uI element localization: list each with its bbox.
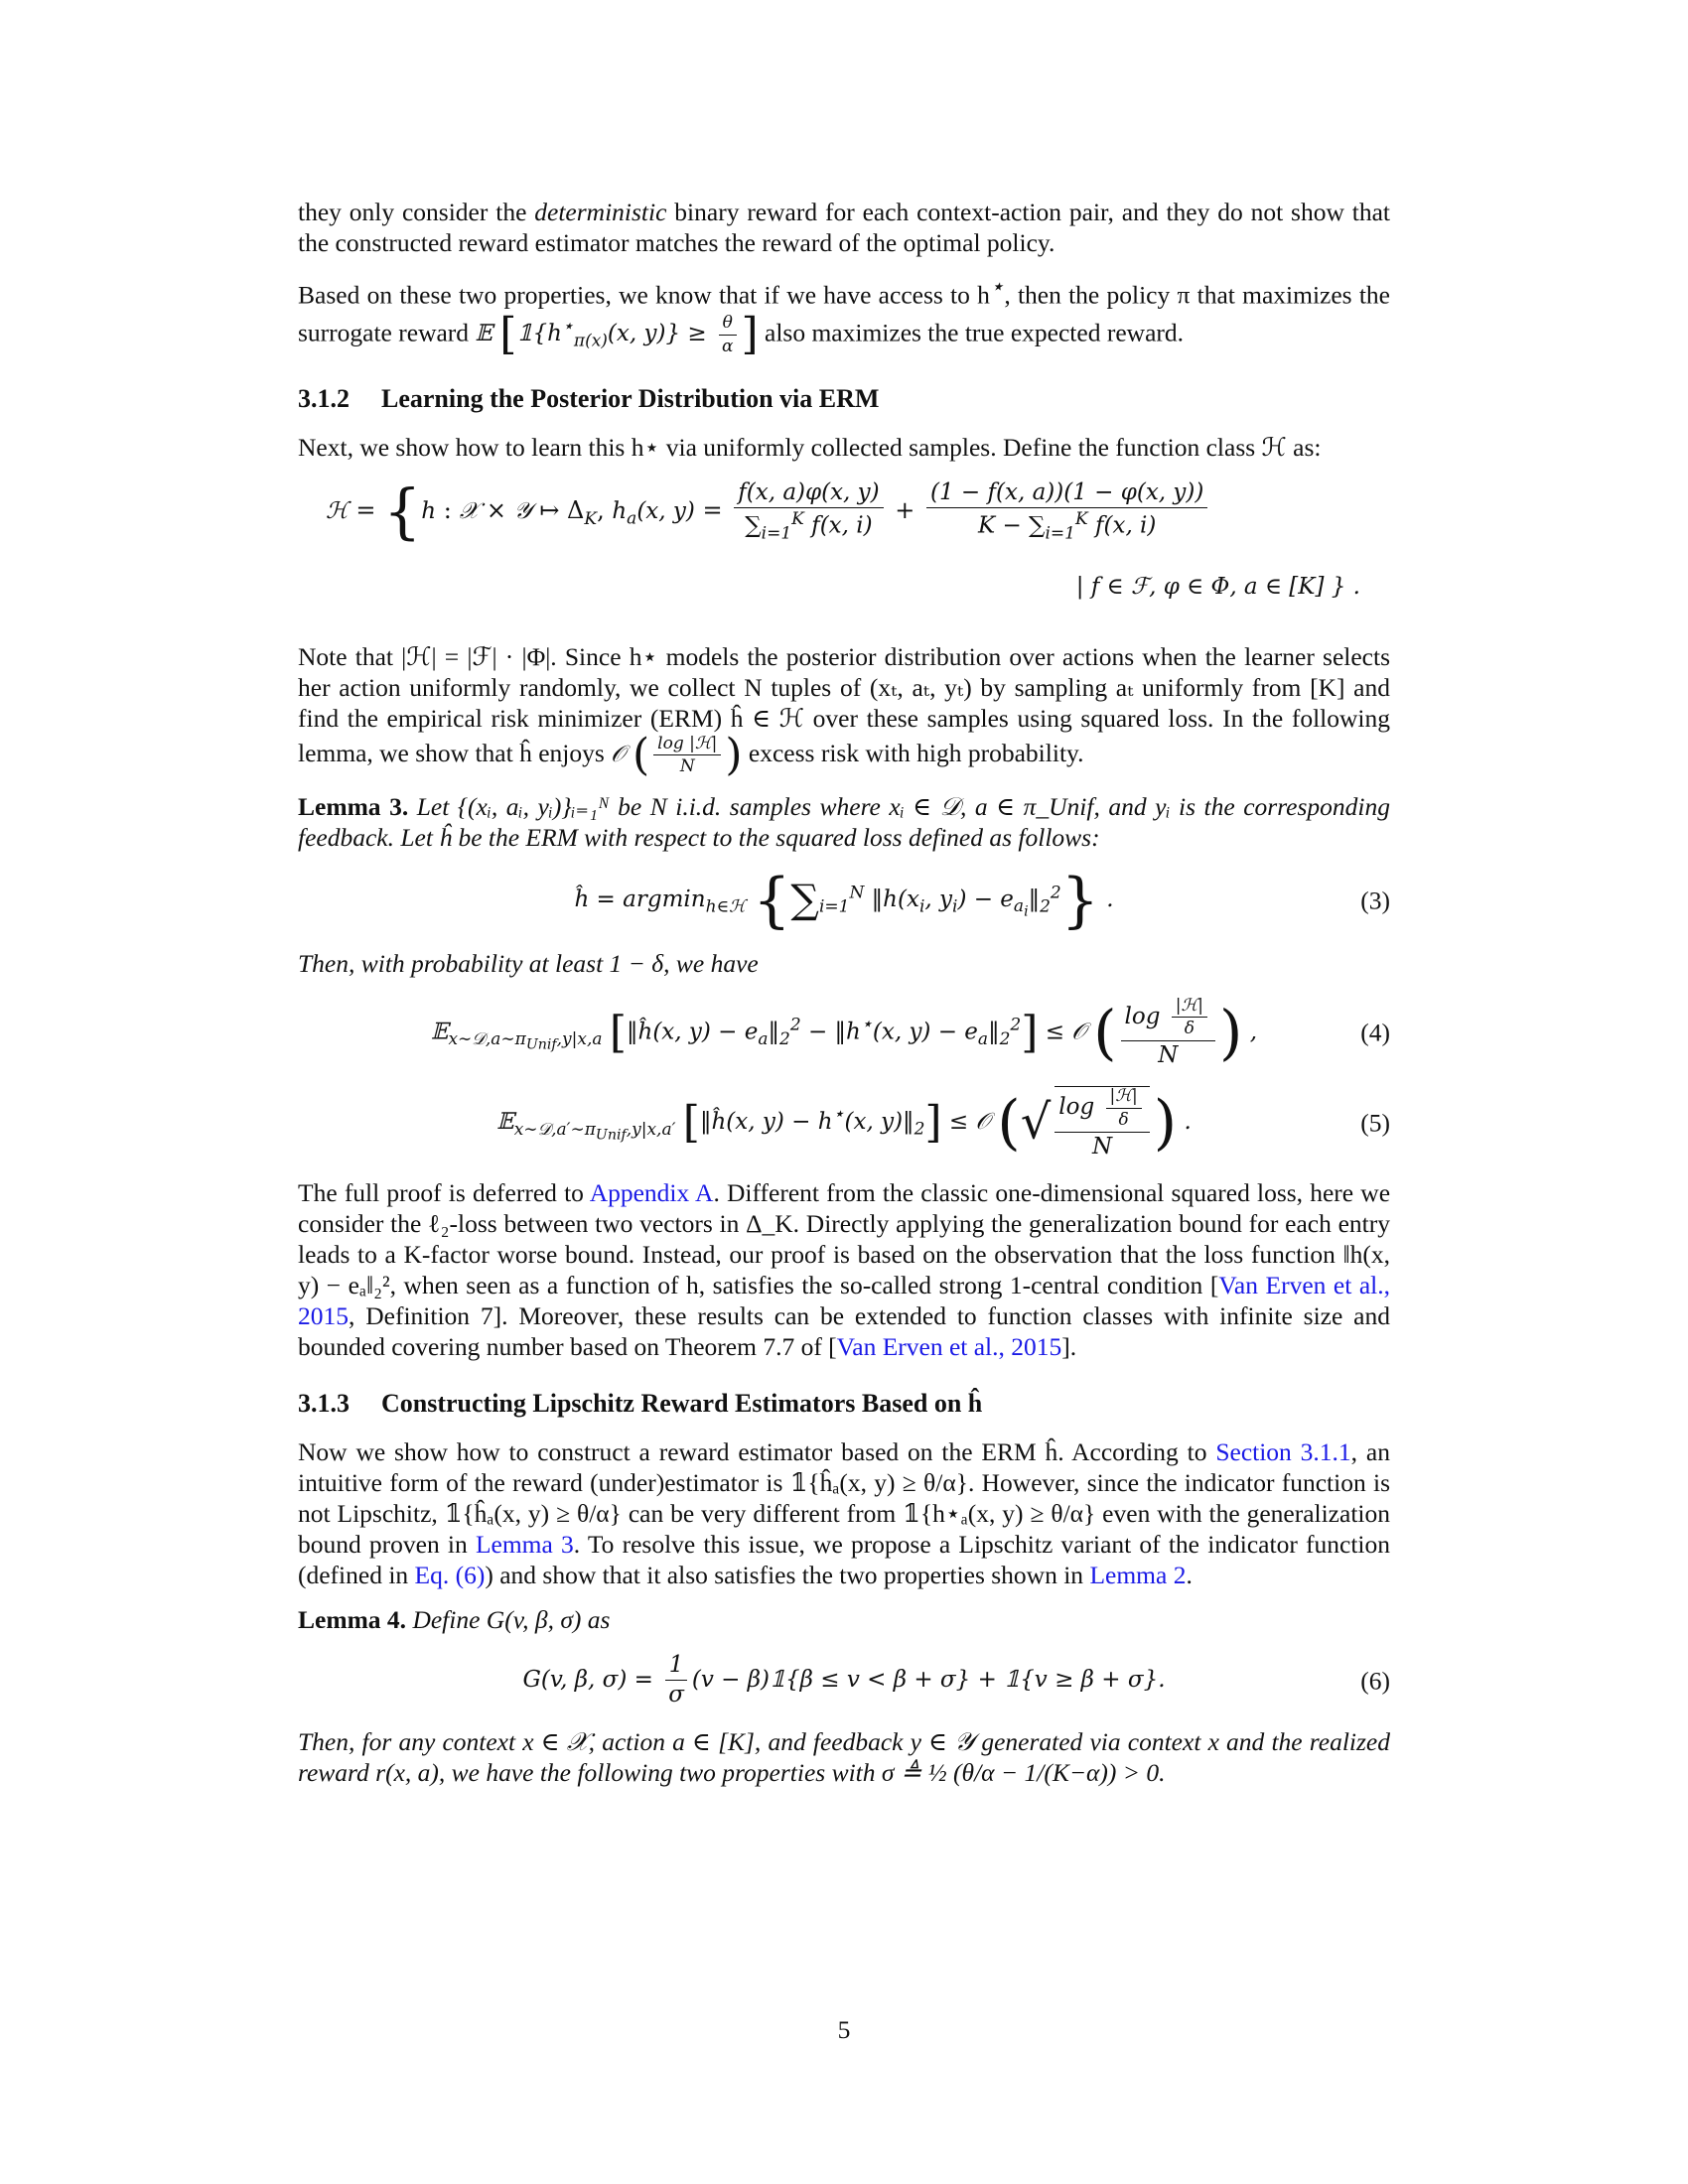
excess-risk-rate: 𝒪 ( $\frac{\text{log |ℋ|}}{N}$ ) <box>611 729 743 780</box>
intro-paragraph <box>298 197 1390 258</box>
lemma-4-label: Lemma 4. <box>298 1605 407 1635</box>
function-class-line-2: | f ∈ ℱ, φ ∈ Φ, a ∈ [K] } . <box>1075 573 1360 600</box>
based-text-a: Based on these two properties, we know that if we have access to h <box>298 280 990 310</box>
based-text-c: also maximizes the true expected reward. <box>765 318 1184 347</box>
intro-text-b: binary reward for each context-action pair, and they do not show that the constructed reward estimator matches the reward of the optimal policy. <box>298 198 1390 257</box>
lemma-4-statement: Define G(v, β, σ) as <box>412 1605 611 1635</box>
lemma-3-link[interactable]: Lemma 3 <box>475 1530 574 1560</box>
note-paragraph <box>298 641 1390 780</box>
lemma-3-statement: Let {(xᵢ, aᵢ, yᵢ)}ᵢ₌₁ᴺ be N i.i.d. samples where xᵢ ∈ 𝒟, a ∈ π_Unif, and yᵢ is the corresponding feedback. Let ĥ be the ERM with respect to the squared loss defined as follows: <box>298 791 1391 852</box>
surrogate-reward-formula: 𝔼 [$𝟙\{h^⋆_{\pi(x)}(x$, y)} ≥ $\frac{\theta}{\alpha}$ ] <box>475 309 759 360</box>
section-3-1-2-heading <box>298 383 1390 414</box>
full-proof-text-a: The full proof is deferred to <box>298 1178 590 1208</box>
section-title: Constructing Lipschitz Reward Estimators Based on ĥ <box>381 1389 983 1419</box>
intro-emphasis: deterministic <box>534 198 667 226</box>
equation-4: 𝔼$_{x\sim 𝒟,a\sim\pi_{Unif},y|x,a}$ [‖ĥ(x, $y) - e_a‖_2^2$ − ‖h⋆(x, $y) - e_a‖_2^2$] ≤ 𝒪 ( log $\frac{\text{|ℋ|}}{\delta}$ N ) , (4) <box>430 995 1390 1069</box>
full-proof-text-b: . Different from the classic one-dimensional squared loss, here we consider the ℓ₂-loss between two vectors in Δ_K. Directly applying the generalization bound for each entry leads to a K-factor worse bound. Instead, our proof is based on the observation that the loss function ‖h(x, y) − eₐ‖₂², when seen as a function of h, satisfies the so-called strong 1-central condition [ <box>298 1178 1391 1300</box>
eq-6-link[interactable]: Eq. (6) <box>414 1561 486 1590</box>
section-3-1-1-link[interactable]: Section 3.1.1 <box>1215 1437 1351 1467</box>
full-proof-paragraph <box>298 1177 1390 1362</box>
section-number: 3.1.3 <box>298 1389 350 1419</box>
function-class-line-1: ℋ = {h : 𝒳 × 𝒴 ↦ $\Delta_K$, $h_a(x$, y) = $\frac{f(x, a)\varphi(x, y)}{\sum_{i=1}^K f(x, i)}$ + $\frac{(1 - f(x, a))(1 - \varphi(x, y))}{K - \sum_{i=1}^K f(x, i)}$ <box>326 480 1211 543</box>
lemma-4 <box>298 1604 1390 1635</box>
based-paragraph: Based on these two properties, we know that if we have access to h⋆, then the policy π that maximizes the surrogate reward 𝔼 [$𝟙\{h^⋆_{\pi(x)}(x$, y)} ≥ $\frac{\theta}{\alpha}$ ] also maximizes the true expected reward. <box>298 274 1390 360</box>
section-3-1-3-heading <box>298 1388 1390 1419</box>
next-paragraph: Next, we show how to learn this h⋆ via uniformly collected samples. Define the function class ℋ as: <box>298 432 1322 462</box>
now-text-e: . <box>1186 1561 1193 1590</box>
van-erven-citation-link-2[interactable]: Van Erven et al., 2015 <box>836 1332 1062 1362</box>
note-tail: excess risk with high probability. <box>748 738 1084 767</box>
equation-4-number: (4) <box>1360 1018 1390 1047</box>
section-title: Learning the Posterior Distribution via ERM <box>381 383 880 413</box>
equation-3-number: (3) <box>1360 886 1390 915</box>
equation-5-number: (5) <box>1360 1108 1390 1138</box>
now-text-d: ) and show that it also satisfies the two properties shown in <box>485 1561 1090 1590</box>
paper-page <box>298 197 1390 1802</box>
van-erven-citation-link[interactable]: Van Erven et al., 2015 <box>298 1271 1390 1331</box>
equation-6-number: (6) <box>1360 1666 1390 1696</box>
lemma-3-label: Lemma 3. <box>298 791 409 821</box>
based-text-b: , then the policy π that maximizes the surrogate reward <box>298 280 1390 347</box>
full-proof-text-c: , Definition 7]. Moreover, these results can be extended to function classes with infinite size and bounded covering number based on Theorem 7.7 of [ <box>298 1301 1390 1362</box>
note-text: Note that |ℋ| = |ℱ| · |Φ|. Since h⋆ models the posterior distribution over actions when the learner selects her action uniformly randomly, we collect N tuples of (xₜ, aₜ, yₜ) by sampling aₜ uniformly from [K] and find the empirical risk minimizer (ERM) ĥ ∈ ℋ over these samples using squared loss. In the following lemma, we show that ĥ enjoys <box>298 641 1390 767</box>
then-statement: Then, with probability at least 1 − δ, we have <box>298 948 759 978</box>
lemma-2-link[interactable]: Lemma 2 <box>1089 1561 1187 1590</box>
intro-text-a: they only consider the <box>298 198 535 226</box>
now-text-b: , an intuitive form of the reward (under)estimator is 𝟙{ĥₐ(x, y) ≥ θ/α}. However, since the indicator function is not Lipschitz, 𝟙{ĥₐ(x, y) ≥ θ/α} can be very different from 𝟙{h⋆ₐ(x, y) ≥ θ/α} even with the generalization bound proven in <box>298 1437 1390 1560</box>
equation-5: 𝔼$_{x\sim 𝒟,a'\sim\pi_{Unif},y|x,a'}$ [‖ĥ(x, y) − h⋆(x, $y)‖_2$] ≤ 𝒪 (√ log $\frac{\text{|ℋ|}}{\delta}$ N ) . (5) <box>496 1086 1390 1160</box>
lemma-4-conclusion: Then, for any context x ∈ 𝒳, action a ∈ [K], and feedback y ∈ 𝒴 generated via context x and the realized reward r(x, a), we have the following two properties with σ ≜ ½ (θ/α − 1/(K−α)) > 0. <box>298 1726 1390 1787</box>
full-proof-text-d: ]. <box>1061 1332 1077 1362</box>
function-class-definition <box>298 477 1390 625</box>
lemma-3 <box>298 791 1390 853</box>
now-text-a: Now we show how to construct a reward estimator based on the ERM ĥ. According to <box>298 1437 1216 1467</box>
page-number: 5 <box>837 2015 851 2044</box>
now-paragraph <box>298 1436 1390 1590</box>
appendix-a-link[interactable]: Appendix A <box>589 1178 714 1208</box>
equation-3: ĥ = argmin$_{h\in ℋ}$ {$\sum_{i=1}^N$ $‖h(x_i$, $y_i$) − $e_{a_i}‖_2^2$} . (3) <box>574 865 1390 935</box>
now-text-c: . To resolve this issue, we propose a Lipschitz variant of the indicator function (defined in <box>298 1530 1390 1590</box>
equation-6: G(v, β, σ) = $\frac{1}{\sigma}$ (v − β)𝟙{β ≤ v < β + σ} + 𝟙{v ≥ β + σ}. (6) <box>522 1652 1390 1708</box>
section-number: 3.1.2 <box>298 383 350 413</box>
